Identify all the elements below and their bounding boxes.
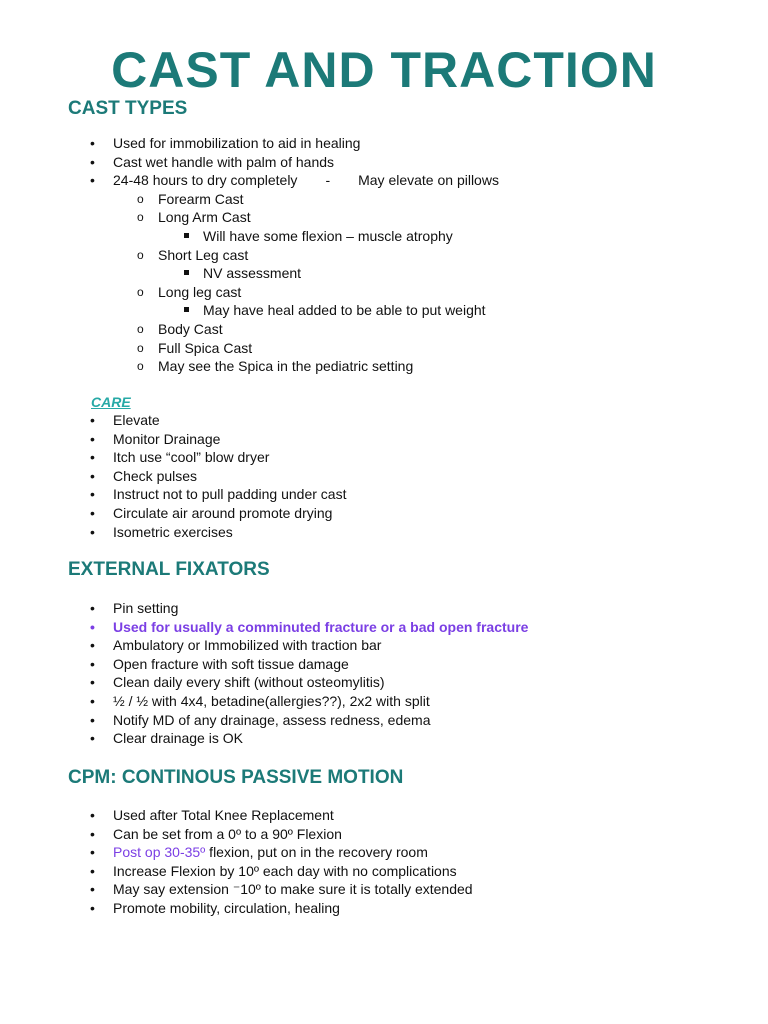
list-item: • Monitor Drainage (0, 430, 768, 449)
list-item: • Elevate (0, 411, 768, 430)
list-item: o Long Arm Cast (0, 208, 768, 227)
page-title: CAST AND TRACTION (111, 42, 657, 98)
list-item: o Full Spica Cast (0, 339, 768, 358)
list-item: o Long leg cast (0, 283, 768, 302)
cast-types-heading: CAST TYPES (68, 98, 188, 119)
list-item: • Used for immobilization to aid in healing (0, 134, 768, 153)
list-item: • Ambulatory or Immobilized with traction bar (0, 636, 768, 655)
list-item: • Notify MD of any drainage, assess redness, edema (0, 711, 768, 730)
list-item: • Open fracture with soft tissue damage (0, 655, 768, 674)
list-item: • Pin setting (0, 599, 768, 618)
list-item: • Used after Total Knee Replacement (0, 806, 768, 825)
external-fixators-heading: EXTERNAL FIXATORS (68, 559, 270, 580)
list-item-highlighted: • Used for usually a comminuted fracture or a bad open fracture (0, 618, 768, 637)
cpm-heading: CPM: CONTINOUS PASSIVE MOTION (68, 767, 404, 788)
list-item: • Circulate air around promote drying (0, 504, 768, 523)
care-list (0, 411, 768, 541)
list-item: • 24-48 hours to dry completely - May elevate on pillows (0, 171, 768, 190)
care-heading: CARE (91, 394, 131, 410)
cpm-list (0, 806, 768, 918)
list-item: o Body Cast (0, 320, 768, 339)
list-item: NV assessment (0, 264, 768, 283)
list-item: o Forearm Cast (0, 190, 768, 209)
list-item: • Increase Flexion by 10º each day with no complications (0, 862, 768, 881)
list-item: • Clean daily every shift (without osteomylitis) (0, 673, 768, 692)
external-fixators-list (0, 599, 768, 748)
list-item: • Instruct not to pull padding under cast (0, 485, 768, 504)
list-item: • Itch use “cool” blow dryer (0, 448, 768, 467)
list-item: o May see the Spica in the pediatric setting (0, 357, 768, 376)
list-item: • Clear drainage is OK (0, 729, 768, 748)
list-item: • May say extension ⁻10º to make sure it is totally extended (0, 880, 768, 899)
list-item: • Promote mobility, circulation, healing (0, 899, 768, 918)
list-item: May have heal added to be able to put weight (0, 301, 768, 320)
highlight-text: Post op 30-35º (113, 844, 206, 861)
list-item: • Cast wet handle with palm of hands (0, 153, 768, 172)
list-item: • Can be set from a 0º to a 90º Flexion (0, 825, 768, 844)
list-item: • Isometric exercises (0, 523, 768, 542)
list-item: o Short Leg cast (0, 246, 768, 265)
cast-types-list (0, 134, 768, 376)
list-item: • Check pulses (0, 467, 768, 486)
list-item: Will have some flexion – muscle atrophy (0, 227, 768, 246)
list-item: • Post op 30-35º flexion, put on in the recovery room (0, 843, 768, 862)
list-item: • ½ / ½ with 4x4, betadine(allergies??), 2x2 with split (0, 692, 768, 711)
